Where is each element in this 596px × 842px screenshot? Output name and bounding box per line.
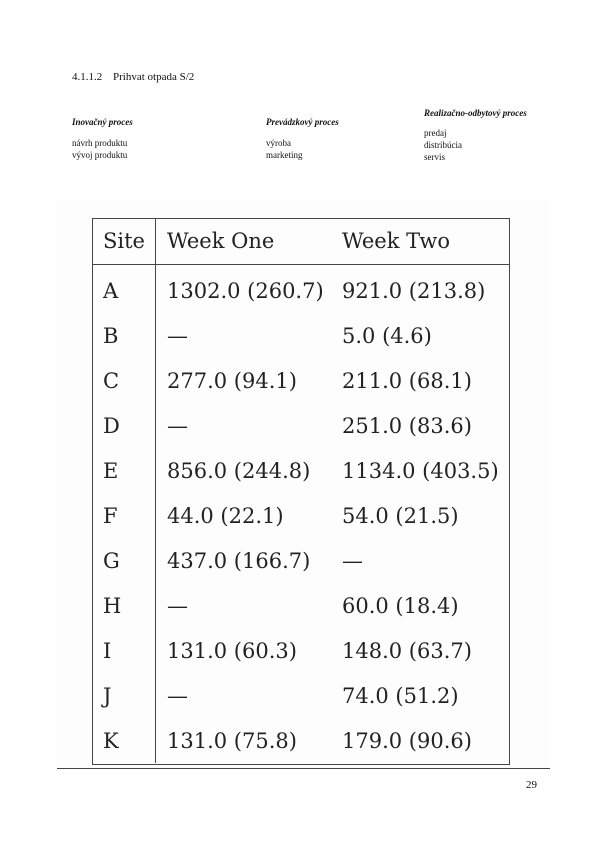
cell-site: C	[92, 358, 156, 403]
cell-week-two: 74.0 (51.2)	[342, 683, 459, 708]
footer-rule	[57, 768, 550, 769]
header-site: Site	[92, 218, 156, 265]
table-row	[92, 403, 510, 448]
cell-site: J	[92, 673, 156, 718]
cell-week-two: 5.0 (4.6)	[342, 323, 432, 348]
cell-week-two: 251.0 (83.6)	[342, 413, 472, 438]
cell-week-one: 131.0 (75.8)	[167, 728, 297, 753]
process-column-prevadzkovy	[266, 116, 339, 161]
column-item: návrh produktu	[72, 138, 128, 148]
column-item: distribúcia	[424, 140, 462, 150]
cell-site: B	[92, 313, 156, 358]
cell-site: F	[92, 493, 156, 538]
table-figure	[57, 200, 550, 768]
table-row	[92, 313, 510, 358]
cell-week-two: 921.0 (213.8)	[342, 278, 486, 303]
cell-site: I	[92, 628, 156, 673]
cell-week-two: 1134.0 (403.5)	[342, 458, 499, 483]
cell-week-one: —	[167, 323, 188, 348]
table-header-row	[92, 218, 510, 265]
table-row	[92, 448, 510, 493]
cell-week-one: 437.0 (166.7)	[167, 548, 311, 573]
table-row	[92, 265, 510, 314]
table-row	[92, 583, 510, 628]
table-row	[92, 493, 510, 538]
column-title: Inovačný proces	[72, 117, 133, 127]
table-row	[92, 538, 510, 583]
cell-week-two: 60.0 (18.4)	[342, 593, 459, 618]
cell-week-one: 856.0 (244.8)	[167, 458, 311, 483]
table-row	[92, 718, 510, 763]
cell-week-one: 277.0 (94.1)	[167, 368, 297, 393]
column-item: servis	[424, 152, 445, 162]
process-column-inovacny	[72, 116, 133, 161]
cell-site: G	[92, 538, 156, 583]
table-row	[92, 358, 510, 403]
cell-week-two: 211.0 (68.1)	[342, 368, 472, 393]
table-row	[92, 628, 510, 673]
cell-site: K	[92, 718, 156, 763]
column-item: predaj	[424, 128, 447, 138]
cell-site: A	[92, 265, 156, 314]
cell-week-one: —	[167, 593, 188, 618]
column-item: marketing	[266, 150, 303, 160]
header-week-one: Week One	[156, 218, 332, 265]
section-title: Prihvat otpada S/2	[113, 71, 195, 83]
cell-week-two: —	[342, 548, 363, 573]
section-number: 4.1.1.2	[72, 71, 103, 83]
cell-week-one: 131.0 (60.3)	[167, 638, 297, 663]
cell-week-two: 148.0 (63.7)	[342, 638, 472, 663]
column-title: Prevádzkový proces	[266, 117, 339, 127]
page-number: 29	[526, 779, 537, 791]
cell-week-one: —	[167, 413, 188, 438]
cell-site: E	[92, 448, 156, 493]
table-body	[92, 265, 510, 764]
cell-week-two: 54.0 (21.5)	[342, 503, 459, 528]
cell-week-one: 44.0 (22.1)	[167, 503, 284, 528]
cell-week-two: 179.0 (90.6)	[342, 728, 472, 753]
cell-site: H	[92, 583, 156, 628]
data-table	[92, 218, 510, 763]
column-title: Realizačno-odbytový proces	[424, 108, 527, 118]
header-week-two: Week Two	[331, 218, 510, 265]
process-column-realizacno-odbytovy	[424, 107, 527, 163]
column-item: vývoj produktu	[72, 150, 128, 160]
cell-week-one: 1302.0 (260.7)	[167, 278, 324, 303]
cell-site: D	[92, 403, 156, 448]
column-item: výroba	[266, 138, 291, 148]
section-heading	[72, 71, 194, 83]
table-row	[92, 673, 510, 718]
cell-week-one: —	[167, 683, 188, 708]
